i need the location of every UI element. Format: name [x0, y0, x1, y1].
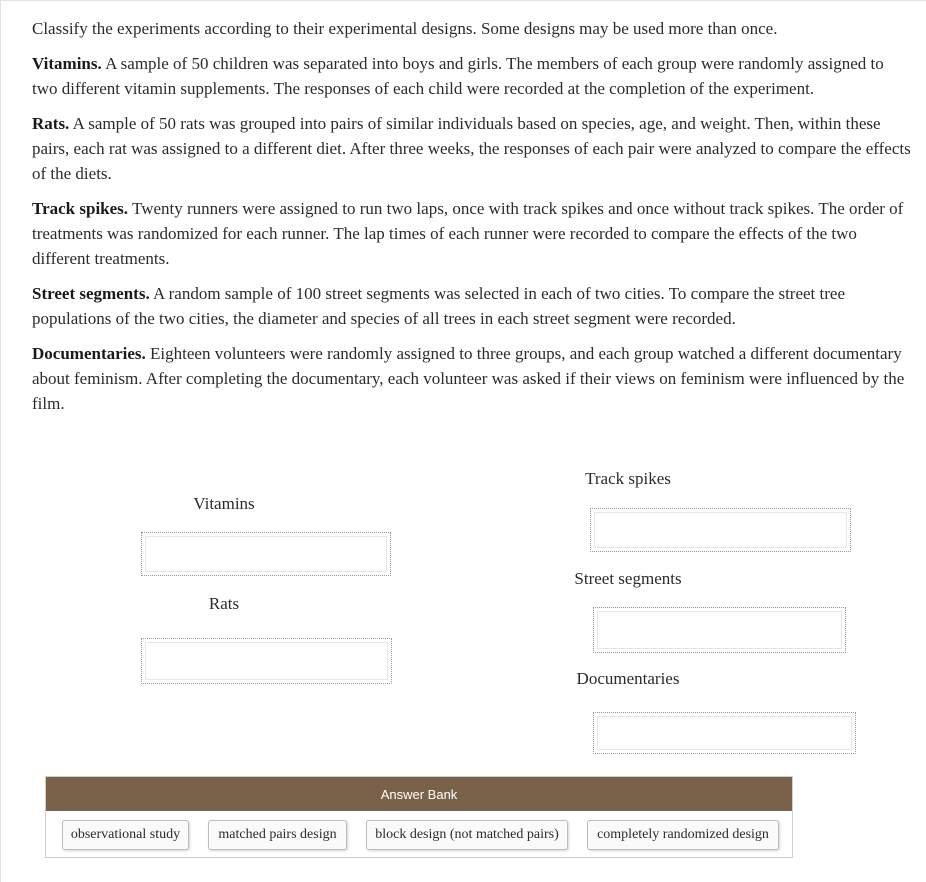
- scenario-title: Street segments.: [32, 284, 150, 303]
- answer-chip-block-design[interactable]: block design (not matched pairs): [366, 820, 568, 850]
- answer-chip-observational-study[interactable]: observational study: [62, 820, 189, 850]
- scenario-text: Eighteen volunteers were randomly assigned to three groups, and each group watched a different documentary about feminism. After completing the documentary, each volunteer was asked if their views on feminism were influenced by the film.: [32, 344, 905, 413]
- answer-bank-title: Answer Bank: [46, 777, 792, 811]
- scenario-rats: [32, 111, 912, 186]
- drop-zone-vitamins[interactable]: [141, 532, 391, 576]
- frame-top-border: [0, 0, 926, 1]
- scenario-title: Track spikes.: [32, 199, 129, 218]
- drop-zone-track-spikes[interactable]: [590, 508, 851, 552]
- scenario-documentaries: [32, 341, 912, 416]
- scenario-title: Documentaries.: [32, 344, 146, 363]
- scenario-text: Twenty runners were assigned to run two laps, once with track spikes and once without track spikes. The order of treatments was randomized for each runner. The lap times of each runner were recorded to compare the effects of the two different treatments.: [32, 199, 904, 268]
- scenario-text: A sample of 50 rats was grouped into pairs of similar individuals based on species, age, and weight. Then, within these pairs, each rat was assigned to a different diet. After three weeks, the responses of each pair were analyzed to compare the effects of the diets.: [32, 114, 911, 183]
- scenario-title: Rats.: [32, 114, 70, 133]
- answer-bank: [45, 776, 793, 858]
- target-label-track-spikes: Track spikes: [585, 469, 671, 488]
- drop-zone-street-segments[interactable]: [593, 607, 846, 653]
- instructions: Classify the experiments according to their experimental designs. Some designs may be used more than once.: [32, 19, 778, 38]
- target-label-street-segments: Street segments: [574, 569, 682, 588]
- scenario-text: A random sample of 100 street segments was selected in each of two cities. To compare the street tree populations of the two cities, the diameter and species of all trees in each street segment were recorded.: [32, 284, 845, 328]
- target-label-rats: Rats: [208, 594, 240, 613]
- drop-zone-rats[interactable]: [141, 638, 392, 684]
- question-text: [32, 16, 912, 426]
- scenario-street-segments: [32, 281, 912, 331]
- scenario-track-spikes: [32, 196, 912, 271]
- frame-left-border: [0, 0, 1, 882]
- answer-chip-matched-pairs-design[interactable]: matched pairs design: [208, 820, 347, 850]
- scenario-title: Vitamins.: [32, 54, 102, 73]
- drop-zone-documentaries[interactable]: [593, 712, 856, 754]
- answer-chip-completely-randomized-design[interactable]: completely randomized design: [587, 820, 779, 850]
- target-label-vitamins: Vitamins: [193, 494, 255, 513]
- target-label-documentaries: Documentaries: [576, 669, 680, 688]
- scenario-vitamins: [32, 51, 912, 101]
- scenario-text: A sample of 50 children was separated into boys and girls. The members of each group were randomly assigned to two different vitamin supplements. The responses of each child were recorded at the completion of the experiment.: [32, 54, 884, 98]
